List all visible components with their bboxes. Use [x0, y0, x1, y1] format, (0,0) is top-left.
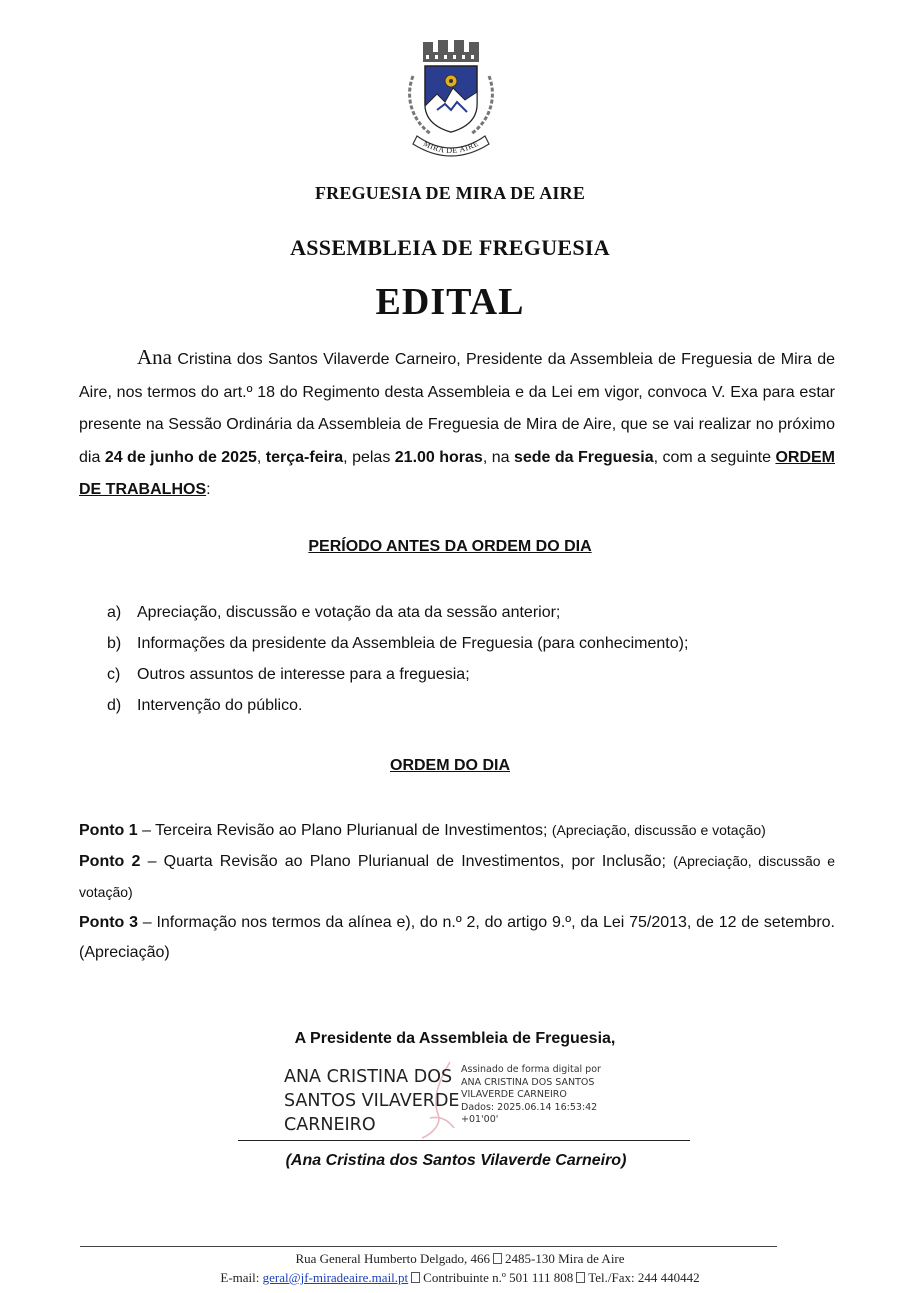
separator-icon: [411, 1272, 420, 1283]
intro-text: , com a seguinte: [653, 448, 776, 466]
document-title: EDITAL: [375, 281, 525, 323]
ponto-item: [79, 908, 835, 968]
intro-text: , na: [482, 448, 514, 466]
footer-address-line: [0, 1251, 900, 1267]
periodo-list: [107, 597, 807, 721]
coat-of-arms-logo: [395, 36, 507, 164]
signer-name-line: SANTOS VILAVERDE: [284, 1091, 460, 1111]
signer-name: [284, 1065, 484, 1137]
list-item-letter: b): [107, 635, 122, 652]
ponto-text: – Quarta Revisão ao Plano Plurianual de Investimentos, por Inclusão;: [140, 853, 674, 870]
session-place: sede da Freguesia: [513, 448, 654, 466]
ponto-item: [79, 846, 835, 908]
footer-contact-line: [0, 1270, 900, 1286]
list-item-text: Outros assuntos de interesse para a freguesia;: [137, 666, 470, 683]
list-item-letter: c): [107, 666, 121, 683]
list-item: [107, 628, 807, 659]
intro-first-word: Ana: [137, 345, 172, 369]
intro-paragraph: [79, 341, 835, 507]
intro-text: Cristina dos Santos Vilaverde Carneiro, Presidente da Assembleia de Freguesia de Mira de Aire, nos termos do art.º 18 do Regimento desta Assembleia e da Lei em vigor, convoca V. Exa para estar presente na Sessão Ordinária da Assembleia de Freguesia de Mira de Aire, que se vai realizar no próximo dia: [79, 351, 835, 466]
footer-divider: [80, 1246, 777, 1247]
separator-icon: [493, 1253, 502, 1264]
list-item: [107, 690, 807, 721]
stamp-line: Assinado de forma digital por: [461, 1064, 601, 1075]
footer-email-label: E-mail:: [220, 1270, 260, 1285]
footer-address: Rua General Humberto Delgado, 466: [295, 1251, 491, 1266]
stamp-line: Dados: 2025.06.14 16:53:42: [461, 1101, 598, 1113]
signature-line: [238, 1140, 690, 1141]
list-item-text: Informações da presidente da Assembleia de Freguesia (para conhecimento);: [137, 635, 689, 652]
freguesia-heading: FREGUESIA DE MIRA DE AIRE: [314, 183, 586, 203]
intro-text: ,: [256, 448, 266, 466]
ponto-note: (Apreciação, discussão e votação): [551, 822, 766, 838]
ponto-item: [79, 815, 835, 846]
crest-motto: MIRA DE AIRE: [421, 138, 481, 156]
session-weekday: terça-feira: [265, 448, 344, 466]
ordem-pontos: [79, 815, 835, 968]
signer-name-line: ANA CRISTINA DOS: [284, 1067, 453, 1087]
separator-icon: [576, 1272, 585, 1283]
ordem-section-title: ORDEM DO DIA: [390, 757, 510, 774]
ponto-text: – Informação nos termos da alínea e), do n.º 2, do artigo 9.º, da Lei 75/2013, de 12 de setembro. (Apreciação): [79, 914, 835, 961]
stamp-line: VILAVERDE CARNEIRO: [461, 1089, 567, 1100]
list-item-text: Intervenção do público.: [137, 697, 303, 714]
signature-title: A Presidente da Assembleia de Freguesia,: [294, 1030, 616, 1047]
footer-email-link[interactable]: geral@jf-miradeaire.mail.pt: [262, 1270, 409, 1285]
stamp-line: ANA CRISTINA DOS SANTOS: [461, 1076, 595, 1088]
session-time: 21.00 horas: [394, 448, 483, 466]
agenda-label: ORDEM DE TRABALHOS: [79, 448, 836, 498]
signer-full-name: (Ana Cristina dos Santos Vilaverde Carneiro): [285, 1152, 627, 1169]
intro-text: :: [206, 481, 211, 498]
intro-text: , pelas: [343, 448, 395, 466]
list-item-letter: d): [107, 697, 122, 714]
footer-nif: Contribuinte n.º 501 111 808: [423, 1270, 574, 1285]
ponto-label: Ponto 1: [79, 822, 138, 839]
assembleia-heading: ASSEMBLEIA DE FREGUESIA: [290, 235, 610, 260]
digital-signature-stamp: [461, 1064, 631, 1127]
ponto-note: (Apreciação, discussão e votação): [79, 853, 835, 900]
list-item-letter: a): [107, 604, 122, 621]
ponto-text: – Terceira Revisão ao Plano Plurianual de Investimentos;: [137, 822, 552, 839]
stamp-line: +01'00': [461, 1114, 499, 1125]
list-item: [107, 659, 807, 690]
footer-postal: 2485-130 Mira de Aire: [505, 1251, 625, 1266]
signer-name-line: CARNEIRO: [284, 1115, 376, 1135]
list-item: [107, 597, 807, 628]
list-item-text: Apreciação, discussão e votação da ata da sessão anterior;: [137, 604, 561, 621]
footer-phone: Tel./Fax: 244 440442: [588, 1270, 700, 1285]
ponto-label: Ponto 2: [79, 853, 141, 870]
session-date: 24 de junho de 2025: [104, 448, 257, 466]
ponto-label: Ponto 3: [79, 914, 138, 931]
periodo-section-title: PERÍODO ANTES DA ORDEM DO DIA: [308, 538, 592, 555]
